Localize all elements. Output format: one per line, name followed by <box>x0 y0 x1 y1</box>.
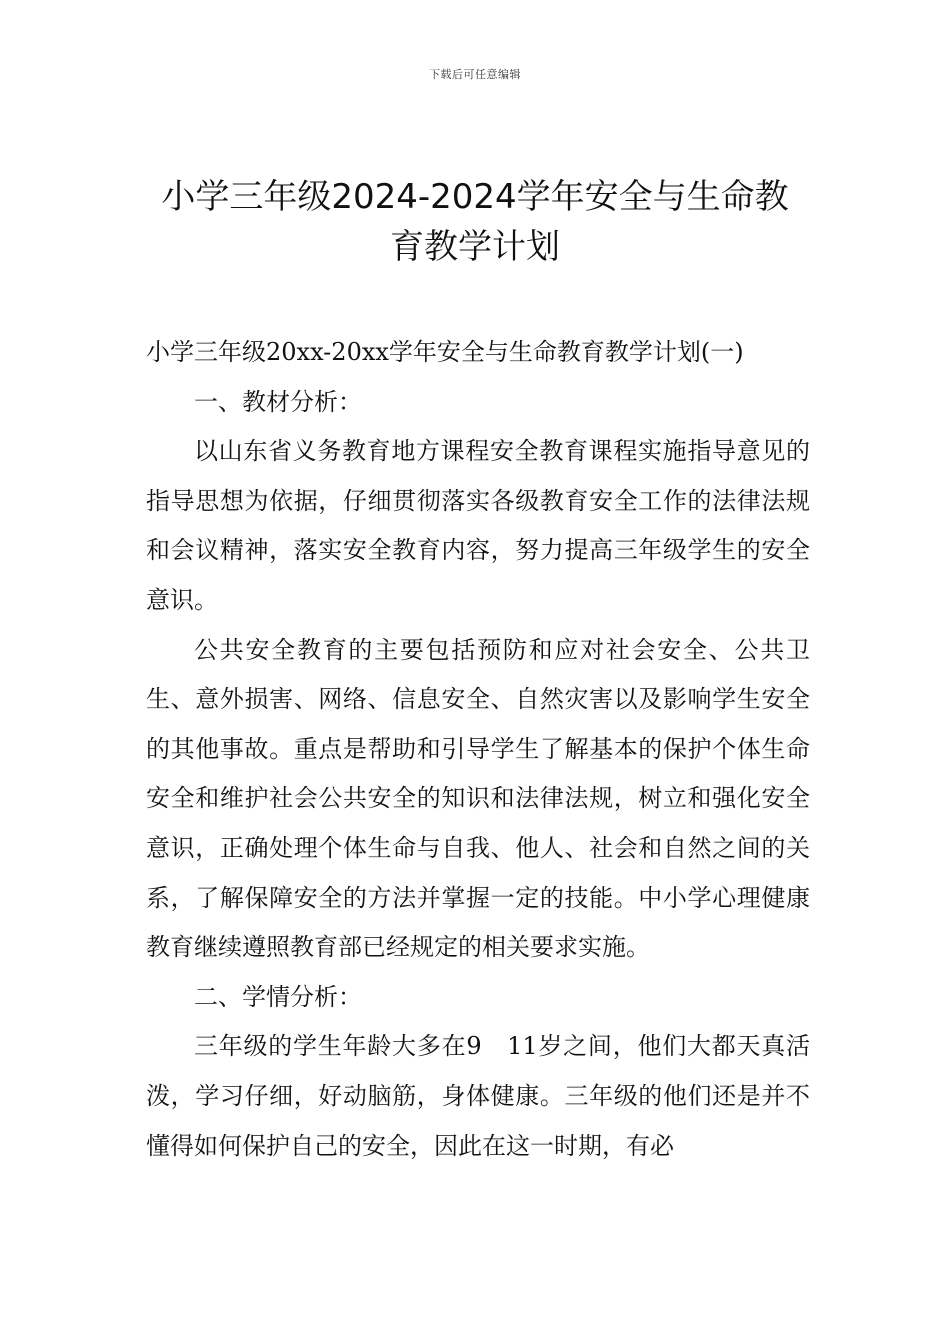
title-line-2: 育教学计划 <box>390 227 560 267</box>
document-body <box>146 328 810 1171</box>
paragraph-materials-1: 以山东省义务教育地方课程安全教育课程实施指导意见的指导思想为依据，仔细贯彻落实各级教育安全工作的法律法规和会议精神，落实安全教育内容，努力提高三年级学生的安全意识。 <box>146 437 810 614</box>
header-note: 下载后可任意编辑 <box>429 68 521 81</box>
section-heading-students: 二、学情分析： <box>194 982 362 1011</box>
paragraph-materials-2: 公共安全教育的主要包括预防和应对社会安全、公共卫生、意外损害、网络、信息安全、自然灾害以及影响学生安全的其他事故。重点是帮助和引导学生了解基本的保护个体生命安全和维护社会公共安全的知识和法律法规，树立和强化安全意识，正确处理个体生命与自我、他人、社会和自然之间的关系，了解保障安全的方法并掌握一定的技能。中小学心理健康教育继续遵照教育部已经规定的相关要求实施。 <box>146 635 810 962</box>
document-subtitle: 小学三年级20xx-20xx学年安全与生命教育教学计划(一) <box>146 338 744 366</box>
paragraph-students-1: 三年级的学生年龄大多在9 11岁之间，他们大都天真活泼，学习仔细，好动脑筋，身体健康。三年级的他们还是并不懂得如何保护自己的安全，因此在这一时期，有必 <box>146 1032 810 1160</box>
title-line-1: 小学三年级2024-2024学年安全与生命教 <box>161 177 789 217</box>
document-title <box>120 172 830 272</box>
section-heading-materials: 一、教材分析： <box>194 387 362 416</box>
